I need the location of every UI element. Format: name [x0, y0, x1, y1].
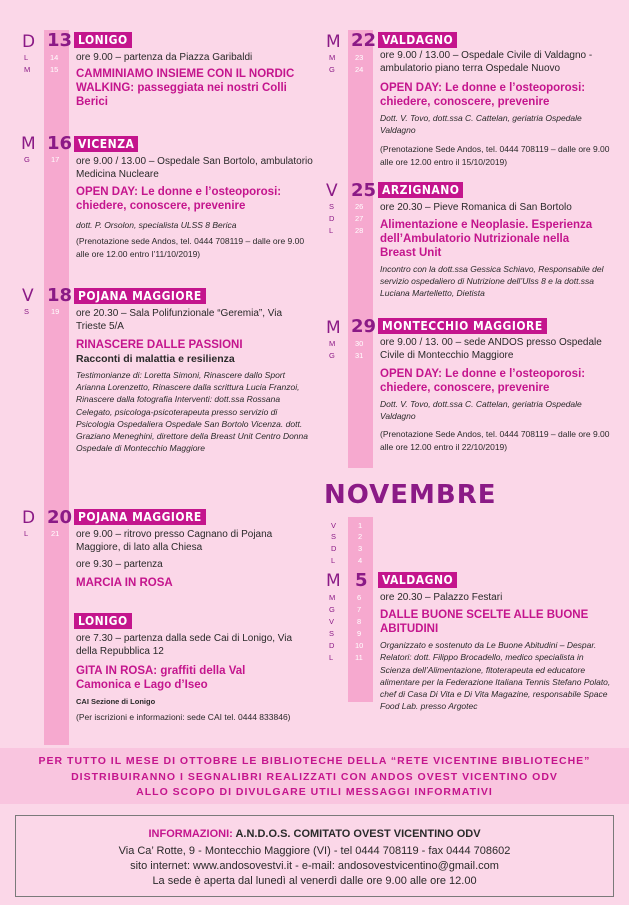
- date-small: 10: [355, 641, 364, 650]
- banner-line: ALLO SCOPO DI DIVULGARE UTILI MESSAGGI INFORMATIVI: [136, 786, 493, 798]
- event-info: ore 20.30 – Pieve Romanica di San Bortolo: [380, 202, 572, 213]
- banner-line: PER TUTTO IL MESE DI OTTOBRE LE BIBLIOTECHE DELLA “RETE VICENTINE BIBLIOTECHE”: [38, 755, 591, 767]
- library-banner: [0, 748, 629, 804]
- place-tag: VALDAGNO: [378, 32, 457, 48]
- weekday: L: [24, 53, 29, 62]
- place-tag: POJANA MAGGIORE: [74, 509, 206, 525]
- event-detail: dott. P. Orsolon, specialista ULSS 8 Berica: [76, 220, 237, 230]
- event-info: ore 20.30 – Sala Polifunzionale “Geremia”, Via Trieste 5/A: [76, 308, 283, 332]
- weekday: L: [331, 556, 336, 565]
- banner-line: DISTRIBUIRANNO I SEGNALIBRI REALIZZATI CON ANDOS OVEST VICENTINO ODV: [71, 771, 558, 783]
- date-small: 15: [50, 65, 59, 74]
- date-small: 19: [51, 307, 60, 316]
- day-letter: M: [326, 32, 341, 52]
- event-info: ore 9.00 – partenza da Piazza Garibaldi: [76, 52, 253, 63]
- date-small: 4: [358, 556, 363, 565]
- day-letter: M: [21, 134, 36, 154]
- event-note: (Prenotazione Sede Andos, tel. 0444 708119 – dalle ore 9.00 alle ore 12.00 entro il 22/10/2019): [380, 429, 610, 452]
- date-small: 30: [355, 339, 364, 348]
- weekday: G: [329, 65, 335, 74]
- event-date: 16: [47, 133, 73, 154]
- event-date: 18: [47, 285, 73, 306]
- event-info: ore 9.00 / 13.00 – Ospedale San Bortolo, ambulatorio Medicina Nucleare: [76, 156, 313, 180]
- event-title: OPEN DAY: Le donne e l’osteoporosi: chiedere, conoscere, prevenire: [76, 186, 282, 212]
- date-small: 7: [357, 605, 362, 614]
- event-info: ore 20.30 – Palazzo Festari: [380, 592, 503, 603]
- event-title: OPEN DAY: Le donne e l’osteoporosi: chiedere, conoscere, prevenire: [380, 82, 586, 108]
- day-letter: D: [22, 508, 36, 528]
- weekday: D: [329, 641, 335, 650]
- info-web[interactable]: sito internet: www.andosovestvi.it - e-mail: andosovestvicentino@gmail.com: [130, 860, 499, 872]
- event-note: (Prenotazione sede Andos, tel. 0444 708119 – dalle ore 9.00 alle ore 12.00 entro l’11/10/2019): [76, 236, 305, 259]
- date-small: 6: [357, 593, 362, 602]
- event-date: 5: [355, 570, 368, 591]
- place-tag: LONIGO: [74, 32, 132, 48]
- event-detail: Organizzato e sostenuto da Le Buone Abitudini – Despar. Relatori: dott. Filippo Brocadello, medico specialista in Scienza dell’Alimentazione, fitoterapeuta ed educatore alimentare per la Federazione Italiana Tennis Stefano Polato, chef di Casa Di Vita e Di Vita Magazine, responsabile Space Food Lab. presso Argotec: [380, 640, 611, 712]
- date-small: 23: [355, 53, 364, 62]
- event-title: OPEN DAY: Le donne e l’osteoporosi: chiedere, conoscere, prevenire: [380, 368, 586, 394]
- date-small: 9: [357, 629, 362, 638]
- weekday: M: [24, 65, 31, 74]
- weekday: D: [331, 544, 337, 553]
- date-small: 31: [355, 351, 364, 360]
- weekday: M: [329, 339, 336, 348]
- event-note: (Prenotazione Sede Andos, tel. 0444 708119 – dalle ore 9.00 alle ore 12.00 entro il 15/10/2019): [380, 144, 610, 167]
- date-small: 17: [51, 155, 60, 164]
- date-small: 21: [51, 529, 60, 538]
- day-letter: V: [326, 181, 338, 201]
- info-label: INFORMAZIONI:: [148, 828, 233, 840]
- weekday: G: [329, 605, 335, 614]
- month-heading: NOVEMBRE: [324, 480, 497, 510]
- weekday: S: [329, 629, 335, 638]
- date-small: 3: [358, 544, 363, 553]
- event-title: MARCIA IN ROSA: [76, 577, 173, 589]
- date-small: 28: [355, 226, 364, 235]
- info-address: Via Ca’ Rotte, 9 - Montecchio Maggiore (VI) - tel 0444 708119 - fax 0444 708602: [118, 845, 511, 857]
- day-letter: V: [22, 286, 34, 306]
- event-info: ore 9.00 / 13.00 – Ospedale Civile di Valdagno - ambulatorio piano terra Ospedale Nuovo: [380, 50, 593, 74]
- info-hours: La sede è aperta dal lunedì al venerdì dalle ore 9.00 alle ore 12.00: [152, 875, 477, 887]
- weekday: V: [331, 521, 337, 530]
- weekday: S: [329, 202, 335, 211]
- event-subtitle: Racconti di malattia e resilienza: [76, 353, 235, 365]
- day-letter: M: [326, 318, 341, 338]
- event-detail: Testimonianze di: Loretta Simoni, Rinascere dallo Sport Arianna Lorenzetto, Rinascere dalla scrittura Lucia Franzoi, Rinascere dalla fotografia Interventi: dott.ssa Rossana Celegato, psicologa-psicoterapeuta presso servizio di Psicologia Ospedaliera Ospedale San Bortolo Vicenza. dott. Graziano Meneghini, direttore della Breast Unit Centro Donna Ospedale di Montecchio Maggiore: [76, 370, 308, 454]
- date-small: 24: [355, 65, 364, 74]
- weekday: L: [329, 653, 334, 662]
- weekday: V: [329, 617, 335, 626]
- event-title: Alimentazione e Neoplasie. Esperienza dell’Ambulatorio Nutrizionale nella Breast Unit: [380, 219, 593, 259]
- place-tag: VALDAGNO: [378, 572, 457, 588]
- place-tag: POJANA MAGGIORE: [74, 288, 206, 304]
- weekday: M: [329, 53, 336, 62]
- event-info: ore 9.00 / 13. 00 – sede ANDOS presso Ospedale Civile di Montecchio Maggiore: [380, 337, 602, 361]
- date-small: 27: [355, 214, 364, 223]
- date-small: 14: [50, 53, 59, 62]
- place-tag: VICENZA: [74, 136, 138, 152]
- date-small: 2: [358, 532, 363, 541]
- weekday: G: [24, 155, 30, 164]
- event-date: 20: [47, 507, 73, 528]
- day-letter: M: [326, 571, 341, 591]
- date-small: 26: [355, 202, 364, 211]
- info-box: [15, 815, 614, 897]
- place-tag: MONTECCHIO MAGGIORE: [378, 318, 547, 334]
- place-tag: ARZIGNANO: [378, 182, 463, 198]
- weekday: G: [329, 351, 335, 360]
- event-info-2: ore 9.30 – partenza: [76, 559, 163, 570]
- event-title: CAMMINIAMO INSIEME CON IL NORDIC WALKING: passeggiata nei nostri Colli Berici: [76, 68, 295, 108]
- event-title: DALLE BUONE SCELTE ALLE BUONE ABITUDINI: [380, 609, 589, 635]
- date-small: 8: [357, 617, 362, 626]
- event-date: 29: [351, 316, 377, 337]
- calendar-strip-right: [348, 30, 373, 468]
- weekday: L: [329, 226, 334, 235]
- event-detail: Dott. V. Tovo, dott.ssa C. Cattelan, geriatria Ospedale Valdagno: [380, 399, 582, 421]
- weekday: L: [24, 529, 29, 538]
- event-info: ore 9.00 – ritrovo presso Cagnano di Pojana Maggiore, di lato alla Chiesa: [76, 529, 273, 553]
- event-date: 25: [351, 180, 377, 201]
- date-small: 1: [358, 521, 363, 530]
- weekday: S: [331, 532, 337, 541]
- event-date: 22: [351, 30, 377, 51]
- event-detail: Dott. V. Tovo, dott.ssa C. Cattelan, geriatria Ospedale Valdagno: [380, 113, 582, 135]
- weekday: D: [329, 214, 335, 223]
- event-org: CAI Sezione di Lonigo: [76, 697, 156, 706]
- info-heading: [16, 827, 613, 842]
- date-small: 11: [355, 653, 363, 662]
- day-letter: D: [22, 32, 36, 52]
- weekday: M: [329, 593, 336, 602]
- event-title-2: GITA IN ROSA: graffiti della Val Camonica e Lago d’Iseo: [76, 665, 246, 691]
- event-info-3: ore 7.30 – partenza dalla sede Cai di Lonigo, Via della Repubblica 12: [76, 633, 293, 657]
- event-note: (Per iscrizioni e informazioni: sede CAI tel. 0444 833846): [76, 712, 291, 722]
- weekday: S: [24, 307, 30, 316]
- event-title: RINASCERE DALLE PASSIONI: [76, 339, 243, 351]
- event-detail: Incontro con la dott.ssa Gessica Schiavo, Responsabile del servizio ospedaliero di Nutrizione dell’Ulss 8 e la dott.ssa Luciana Martelletto, Dietista: [380, 264, 604, 298]
- place-tag-2: LONIGO: [74, 613, 132, 629]
- event-date: 13: [47, 30, 73, 51]
- info-org: A.N.D.O.S. COMITATO OVEST VICENTINO ODV: [235, 828, 481, 840]
